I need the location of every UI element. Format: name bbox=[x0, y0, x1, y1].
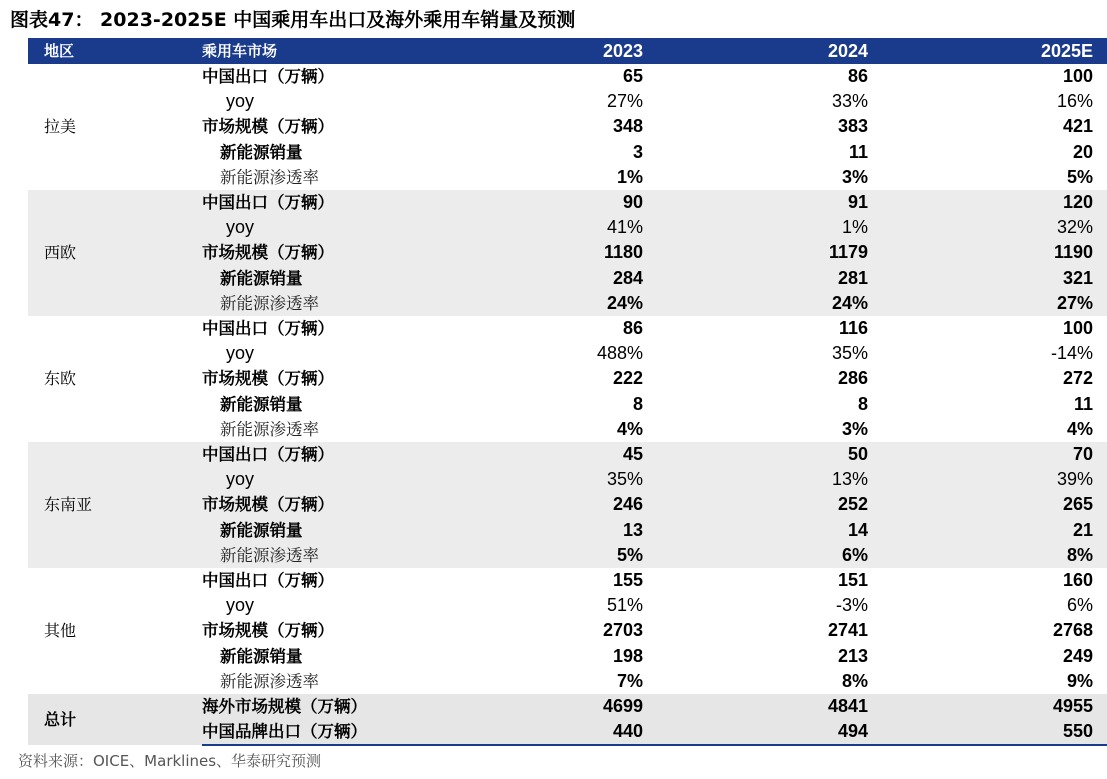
metric-label: yoy bbox=[226, 595, 255, 616]
value-cell: 281 bbox=[657, 266, 882, 291]
value-cell: 265 bbox=[882, 492, 1107, 517]
region-group bbox=[28, 64, 1107, 190]
value-cell: 4% bbox=[1066, 418, 1093, 439]
header-2025e: 2025E bbox=[882, 38, 1107, 64]
metric-label: 市场规模（万辆） bbox=[202, 117, 334, 137]
value-cell: 50 bbox=[657, 442, 882, 467]
region-group bbox=[28, 190, 1107, 316]
metric-label: 市场规模（万辆） bbox=[202, 492, 432, 517]
value-cell: 4699 bbox=[432, 694, 657, 719]
value-cell: 198 bbox=[612, 645, 643, 666]
value-cell: 8% bbox=[882, 543, 1107, 568]
value-cell: 27% bbox=[882, 291, 1107, 316]
value-cell: 4841 bbox=[657, 694, 882, 719]
region-name: 东欧 bbox=[44, 369, 77, 389]
metric-label: 市场规模（万辆） bbox=[202, 621, 334, 641]
table-row bbox=[28, 694, 1107, 719]
metric-label: 新能源销量 bbox=[220, 394, 303, 414]
metric-label: 新能源渗透率 bbox=[202, 543, 432, 568]
value-cell: 3% bbox=[841, 418, 868, 439]
value-cell: 8 bbox=[632, 393, 643, 414]
value-cell: 120 bbox=[882, 190, 1107, 215]
value-cell: 9% bbox=[1066, 670, 1093, 691]
value-cell: 90 bbox=[432, 190, 657, 215]
header-2023: 2023 bbox=[432, 38, 657, 64]
value-cell: 348 bbox=[612, 116, 643, 137]
value-cell: 151 bbox=[837, 570, 868, 591]
metric-label: 中国出口（万辆） bbox=[202, 67, 334, 86]
value-cell: 2703 bbox=[602, 620, 643, 641]
value-cell: 494 bbox=[657, 719, 882, 745]
value-cell: 7% bbox=[616, 670, 643, 691]
value-cell: 100 bbox=[1062, 318, 1093, 339]
metric-label: 新能源渗透率 bbox=[220, 671, 319, 691]
header-region: 地区 bbox=[28, 38, 202, 64]
metric-label: 新能源销量 bbox=[220, 142, 303, 162]
value-cell: 35% bbox=[432, 467, 657, 492]
value-cell: 65 bbox=[622, 66, 643, 86]
value-cell: 14 bbox=[657, 518, 882, 543]
value-cell: 8% bbox=[841, 670, 868, 691]
value-cell: 13% bbox=[657, 467, 882, 492]
value-cell: 100 bbox=[1062, 66, 1093, 86]
source-note: 资料来源：OICE、Marklines、华泰研究预测 bbox=[18, 752, 322, 770]
value-cell: 33% bbox=[831, 91, 868, 112]
total-label: 总计 bbox=[28, 694, 202, 745]
value-cell: 3 bbox=[632, 141, 643, 162]
header-2024: 2024 bbox=[657, 38, 882, 64]
value-cell: 222 bbox=[612, 368, 643, 389]
value-cell: 86 bbox=[622, 318, 643, 339]
value-cell: 155 bbox=[612, 570, 643, 591]
value-cell: 8 bbox=[857, 393, 868, 414]
value-cell: 70 bbox=[882, 442, 1107, 467]
value-cell: 51% bbox=[606, 595, 643, 616]
value-cell: 1180 bbox=[432, 240, 657, 265]
region-group bbox=[28, 568, 1107, 694]
value-cell: 5% bbox=[1066, 166, 1093, 187]
metric-label: 新能源销量 bbox=[202, 266, 432, 291]
metric-label: yoy bbox=[202, 215, 432, 240]
region-name: 东南亚 bbox=[28, 442, 202, 568]
metric-label: yoy bbox=[202, 467, 432, 492]
value-cell: 252 bbox=[657, 492, 882, 517]
value-cell: 27% bbox=[606, 91, 643, 112]
value-cell: 35% bbox=[831, 343, 868, 364]
value-cell: 1190 bbox=[882, 240, 1107, 265]
value-cell: 116 bbox=[838, 318, 868, 339]
value-cell: 4955 bbox=[882, 694, 1107, 719]
metric-label: 中国出口（万辆） bbox=[202, 442, 432, 467]
value-cell: 286 bbox=[837, 368, 868, 389]
value-cell: 21 bbox=[882, 518, 1107, 543]
value-cell: 160 bbox=[1062, 570, 1093, 591]
metric-label: yoy bbox=[226, 91, 255, 112]
value-cell: 20 bbox=[1072, 141, 1093, 162]
value-cell: 272 bbox=[1062, 368, 1093, 389]
value-cell: 11 bbox=[848, 141, 868, 162]
total-group bbox=[28, 694, 1107, 745]
table-row bbox=[28, 442, 1107, 467]
metric-label: 新能源渗透率 bbox=[220, 167, 319, 187]
value-cell: 213 bbox=[837, 645, 868, 666]
value-cell: 1% bbox=[616, 166, 643, 187]
table-row bbox=[28, 568, 1107, 593]
value-cell: 2741 bbox=[827, 620, 868, 641]
value-cell: 16% bbox=[1056, 91, 1093, 112]
metric-label: 市场规模（万辆） bbox=[202, 369, 334, 389]
value-cell: 321 bbox=[882, 266, 1107, 291]
table-row bbox=[28, 190, 1107, 215]
header-market: 乘用车市场 bbox=[202, 38, 432, 64]
value-cell: 383 bbox=[837, 116, 868, 137]
metric-label: 新能源渗透率 bbox=[202, 291, 432, 316]
value-cell: 86 bbox=[847, 66, 868, 86]
value-cell: 246 bbox=[432, 492, 657, 517]
value-cell: 284 bbox=[432, 266, 657, 291]
metric-label: 市场规模（万辆） bbox=[202, 240, 432, 265]
figure-title: 图表47： 2023-2025E 中国乘用车出口及海外乘用车销量及预测 bbox=[10, 9, 576, 31]
value-cell: 2768 bbox=[1052, 620, 1093, 641]
value-cell: -14% bbox=[1050, 343, 1093, 364]
region-name: 西欧 bbox=[28, 190, 202, 316]
table-row bbox=[28, 316, 1107, 341]
value-cell: 550 bbox=[882, 719, 1107, 745]
value-cell: 6% bbox=[657, 543, 882, 568]
value-cell: 1179 bbox=[657, 240, 882, 265]
metric-label: yoy bbox=[226, 343, 255, 364]
value-cell: 13 bbox=[432, 518, 657, 543]
metric-label: 新能源销量 bbox=[220, 646, 303, 666]
metric-label: 中国出口（万辆） bbox=[202, 319, 334, 339]
value-cell: 32% bbox=[882, 215, 1107, 240]
value-cell: 5% bbox=[432, 543, 657, 568]
value-cell: 91 bbox=[657, 190, 882, 215]
value-cell: 45 bbox=[432, 442, 657, 467]
value-cell: 24% bbox=[432, 291, 657, 316]
metric-label: 中国品牌出口（万辆） bbox=[202, 719, 432, 745]
value-cell: 440 bbox=[432, 719, 657, 745]
value-cell: 4% bbox=[616, 418, 643, 439]
value-cell: 1% bbox=[657, 215, 882, 240]
metric-label: 中国出口（万辆） bbox=[202, 571, 334, 591]
metric-label: 新能源销量 bbox=[202, 518, 432, 543]
value-cell: 41% bbox=[432, 215, 657, 240]
value-cell: 421 bbox=[1062, 116, 1093, 137]
value-cell: 6% bbox=[1066, 595, 1093, 616]
value-cell: 39% bbox=[882, 467, 1107, 492]
region-group bbox=[28, 442, 1107, 568]
value-cell: 3% bbox=[841, 166, 868, 187]
value-cell: 11 bbox=[1073, 393, 1093, 414]
region-name: 拉美 bbox=[44, 117, 77, 137]
value-cell: 249 bbox=[1062, 645, 1093, 666]
header-row bbox=[28, 38, 1107, 64]
metric-label: 海外市场规模（万辆） bbox=[202, 694, 432, 719]
value-cell: 488% bbox=[596, 343, 643, 364]
metric-label: 中国出口（万辆） bbox=[202, 190, 432, 215]
table-row bbox=[28, 64, 1107, 89]
region-group bbox=[28, 316, 1107, 442]
metric-label: 新能源渗透率 bbox=[220, 419, 319, 439]
region-name: 其他 bbox=[44, 621, 77, 641]
data-table bbox=[28, 38, 1107, 746]
value-cell: -3% bbox=[835, 595, 868, 616]
value-cell: 24% bbox=[657, 291, 882, 316]
